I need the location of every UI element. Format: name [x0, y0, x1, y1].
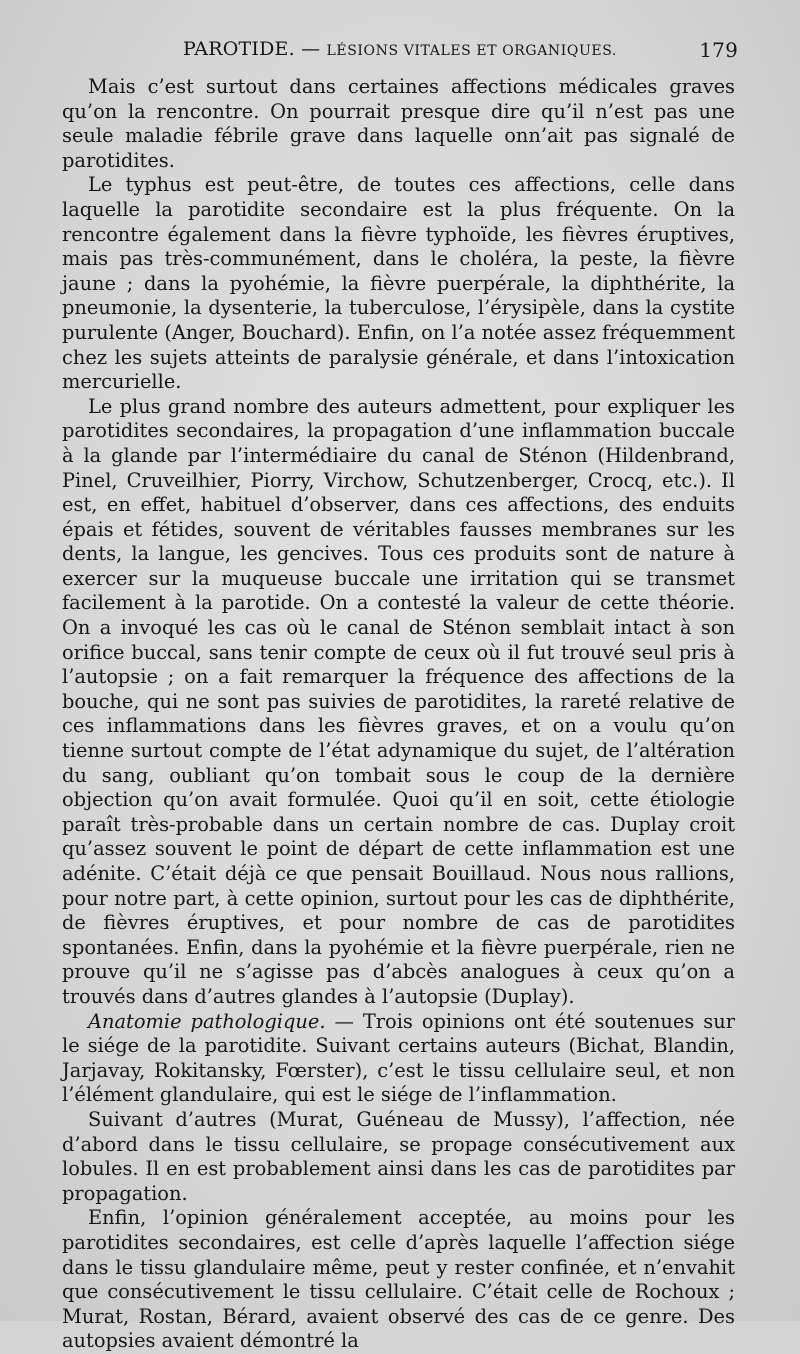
- header-section: LÉSIONS VITALES ET ORGANIQUES.: [326, 43, 617, 59]
- paragraph-2: [62, 173, 735, 394]
- paragraph-6: [62, 1206, 735, 1354]
- paragraph-text: Mais c’est surtout dans certaines affections médicales graves qu’on la rencontre. On pourrait presque dire qu’il n’est pas une seule maladie fébrile grave dans laquelle onn’ait pas signalé de parotidites.: [62, 75, 735, 172]
- page-number: 179: [699, 38, 738, 62]
- paragraph-3: [62, 395, 735, 1010]
- paragraph-text: — Trois opinions ont été soutenues sur le siége de la parotidite. Suivant certains auteurs (Bichat, Blandin, Jarjavay, Rokitansky, Fœrster), c’est le tissu cellulaire seul, et non l’élément glandulaire, qui est le siége de l’inflammation.: [62, 1009, 735, 1107]
- paragraph-text: Enfin, l’opinion généralement acceptée, au moins pour les parotidites secondaires, est celle d’après laquelle l’affection siége dans le tissu glandulaire même, peut y rester confinée, et n’envahit que consécutivement le tissu cellulaire. C’était celle de Rochoux ; Murat, Rostan, Bérard, avaient observé des cas de ce genre. Des autopsies avaient démontré la: [62, 1206, 735, 1353]
- body-text: [62, 75, 735, 1354]
- paragraph-5: [62, 1108, 735, 1206]
- paragraph-4: [62, 1010, 735, 1108]
- header-left-word: PAROTIDE.: [183, 38, 295, 60]
- paragraph-text: Le typhus est peut-être, de toutes ces affections, celle dans laquelle la parotidite secondaire est la plus fréquente. On la rencontre également dans la fièvre typhoïde, les fièvres éruptives, mais pas très-communément, dans le choléra, la peste, la fièvre jaune ; dans la pyohémie, la fièvre puerpérale, la diphthérite, la pneumonie, la dysenterie, la tuberculose, l’érysipèle, dans la cystite purulente (Anger, Bouchard). Enfin, on l’a notée assez fréquemment chez les sujets atteints de paralysie générale, et dans l’intoxication mercurielle.: [62, 173, 735, 394]
- paragraph-1: [62, 75, 735, 173]
- header-title: [62, 38, 738, 60]
- paragraph-text: Le plus grand nombre des auteurs admettent, pour expliquer les parotidites secondaires, la propagation d’une inflammation buccale à la glande par l’intermédiaire du canal de Sténon (Hildenbrand, Pinel, Cruveilhier, Piorry, Virchow, Schutzenberger, Crocq, etc.). Il est, en effet, habituel d’observer, dans ces affections, des enduits épais et fétides, souvent de véritables fausses membranes sur les dents, la langue, les gencives. Tous ces produits sont de nature à exercer sur la muqueuse buccale une irritation qui se transmet facilement à la parotide. On a contesté la valeur de cette théorie. On a invoqué les cas où le canal de Sténon semblait intact à son orifice buccal, sans tenir compte de ceux où il fut trouvé seul pris à l’autopsie ; on a fait remarquer la fréquence des affections de la bouche, qui ne sont pas suivies de parotidites, la rareté relative de ces inflammations dans les fièvres graves, et on a voulu qu’on tienne surtout compte de l’état adynamique du sujet, de l’altération du sang, oubliant qu’on tombait sous le coup de la dernière objection qu’on avait formulée. Quoi qu’il en soit, cette étiologie paraît très-probable dans un certain nombre de cas. Duplay croit qu’assez souvent le point de départ de cette inflammation est une adénite. C’était déjà ce que pensait Bouillaud. Nous nous rallions, pour notre part, à cette opinion, surtout pour les cas de diphthérite, de fièvres éruptives, et pour nombre de cas de parotidites spontanées. Enfin, dans la pyohémie et la fièvre puerpérale, rien ne prouve qu’il ne s’agisse pas d’abcès analogues à ceux qu’on a trouvés dans d’autres glandes à l’autopsie (Duplay).: [62, 394, 735, 1008]
- paragraph-text: Suivant d’autres (Murat, Guéneau de Mussy), l’affection, née d’abord dans le tissu cellulaire, se propage consécutivement aux lobules. Il en est probablement ainsi dans les cas de parotidites par propagation.: [62, 1107, 735, 1205]
- running-header: [62, 38, 738, 68]
- header-dash: —: [301, 38, 321, 60]
- section-heading-italic: Anatomie pathologique.: [88, 1009, 326, 1033]
